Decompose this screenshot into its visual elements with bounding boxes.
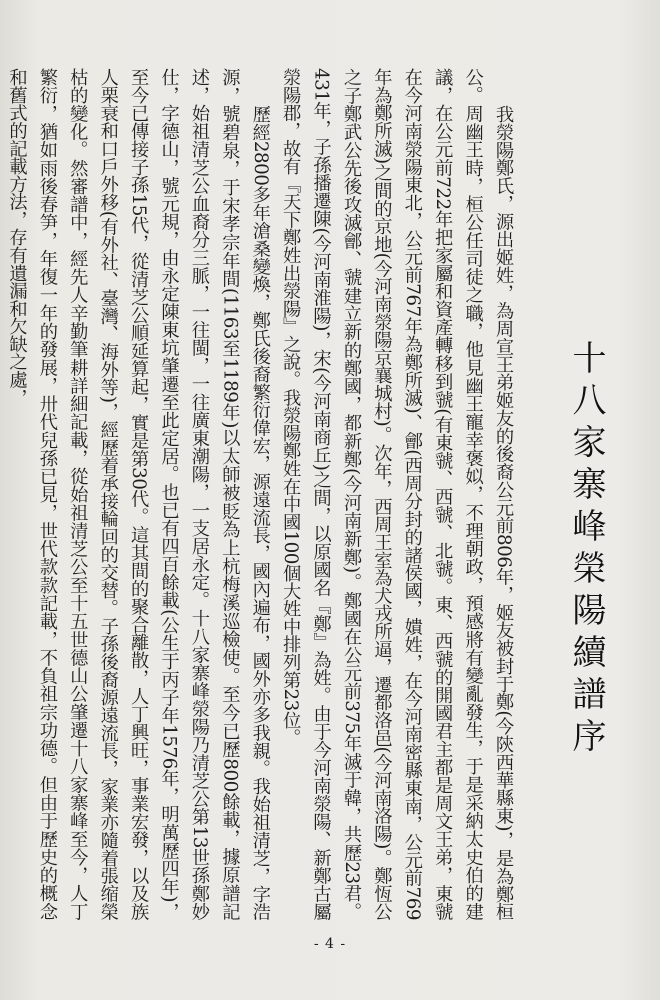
document-body (1, 68, 518, 920)
paragraph: 歷經2800多年滄桑變煥，鄭氏後裔繁衍偉宏，源遠流長，國內遍布，國外亦多我親。我始祖清芝，字浩源，號碧泉，于宋孝宗年間(1163至1189年)以太師被貶為上杭梅溪巡檢使。至今已歷800餘載，據原譜記述，始祖清芝公血裔分三脈，一往閩，一往廣東潮陽，一支居永定。十八家寨峰滎陽乃清芝公第13世孫鄭妙仕，字德山，號元規，由永定陳東坑肇遷至此定居。也已有四百餘載(公生于丙子年1576年，明萬歷四年)，至今已傳接子孫15代，從清芝公順延算起，實是第30代。這其間的聚合離散，人丁興旺，事業宏發，以及族人栗衰和口戶外移(有外社、臺灣、海外等)，經歷着承接輪回的交替。子孫後裔源遠流長，家業亦隨着張缩榮枯的變化。然審譜中，經先人辛勤筆耕詳細記載，從始祖清芝公至十五世德山公肇遷十八家寨峰至今，人丁繁衍，猶如雨後春笋，年復一年的發展，卅代兒孫已見，世代款款記載，不負祖宗功德。但由于歷史的概念和舊式的記載方法，存有遺漏和欠缺之處， (6, 68, 271, 920)
paragraph: 我滎陽鄭氏，源出姬姓，為周宣王弟姬友的後裔公元前806年，姬友被封于鄭(今陝西華縣東)，是為鄭桓公。周幽王時，桓公任司徒之職，他見幽王寵幸褒姒，不理朝政，預感將有變亂發生，于是采納太史伯的建議，在公元前722年把家屬和資產轉移到虢(有東虢、西虢、北虢。東、西虢的開國君主都是周文王弟，東虢在今河南滎陽東北，公元前767年為鄭所滅)、鄶(西周分封的諸侯國，嬇姓，在今河南密縣東南，公元前769年為鄭所滅)之間的京地(今河南滎陽京襄城村)。次年，西周王室為犬戎所逼，遷都洛邑(今河南洛陽)。鄭恆公之子鄭武公先後攻滅鄶、虢建立新的鄭國，都新鄭(今河南新鄭)。鄭國在公元前375年滅于韓，共歷23君。431年，子孫播遷陳(今河南淮陽)，宋(今河南商丘)之間，以原國名『鄭』為姓。由于今河南滎陽、新鄭古屬滎陽郡，故有『天下鄭姓出滎陽』之說。我滎陽鄭姓在中國100個大姓中排列第23位。 (280, 68, 514, 920)
document-title: 十八家寨峰榮陽續譜序 (566, 340, 606, 760)
page-number: - 4 - (313, 936, 347, 952)
